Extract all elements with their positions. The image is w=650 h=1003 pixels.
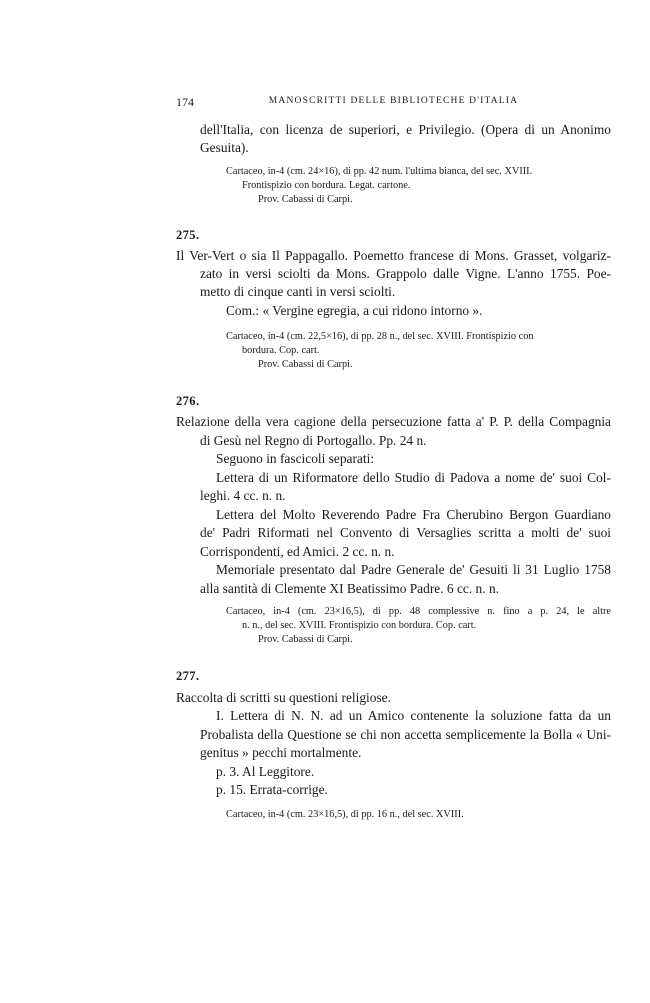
entry-276-provenance: Prov. Cabassi di Carpi. (258, 634, 353, 645)
entry-276-line-7: de' Padri Riformati nel Convento di Versaglies scritta a molti de' suoi (200, 525, 611, 540)
cont-desc-1: Cartaceo, in-4 (cm. 24×16), di pp. 42 num. l'ultima bianca, del sec. XVIII. (226, 166, 533, 177)
entry-276-line-1: Relazione della vera cagione della persecuzione fatta a' P. P. della Compagnia (176, 414, 611, 429)
page-header (176, 95, 611, 111)
entry-277-line-1: Raccolta di scritti su questioni religiose. (176, 690, 391, 705)
entry-275-line-1: Il Ver-Vert o sia Il Pappagallo. Poemetto francese di Mons. Grasset, volgariz- (176, 248, 611, 263)
entry-276-line-4: Lettera di un Riformatore dello Studio di Padova a nome de' suoi Col- (216, 470, 611, 485)
entry-277-desc-1: Cartaceo, in-4 (cm. 23×16,5), di pp. 16 n., del sec. XVIII. (226, 809, 464, 820)
entry-276-desc-2: n. n., del sec. XVIII. Frontispizio con bordura. Cop. cart. (242, 620, 477, 631)
entry-277-line-3: Probalista della Questione se chi non accetta semplicemente la Bolla « Uni- (200, 727, 611, 742)
entry-276-line-10: alla santità di Clemente XI Beatissimo Padre. 6 cc. n. n. (200, 581, 499, 596)
entry-275-provenance: Prov. Cabassi di Carpi. (258, 359, 353, 370)
cont-line-2: Gesuita). (200, 140, 249, 155)
entry-277-line-2: I. Lettera di N. N. ad un Amico contenente la soluzione fatta da un (216, 708, 611, 723)
entry-276-line-8: Corrispondenti, ed Amici. 2 cc. n. n. (200, 544, 395, 559)
entry-276-line-3: Seguono in fascicoli separati: (216, 451, 375, 466)
entry-275-incipit: Com.: « Vergine egregia, a cui ridono intorno ». (226, 303, 483, 318)
entry-276-number: 276. (176, 394, 200, 408)
entry-277-line-6: p. 15. Errata-corrige. (216, 782, 328, 797)
entry-276-desc-1: Cartaceo, in-4 (cm. 23×16,5), di pp. 48 complessive n. fino a p. 24, le altre (226, 606, 611, 617)
cont-desc-2: Frontispizio con bordura. Legat. cartone. (242, 180, 411, 191)
cont-provenance: Prov. Cabassi di Carpi. (258, 194, 353, 205)
cont-line-1: dell'Italia, con licenza de superiori, e Privilegio. (Opera di un Anonimo (200, 122, 611, 137)
entry-275-desc-2: bordura. Cop. cart. (242, 345, 320, 356)
entry-275-desc-1: Cartaceo, in-4 (cm. 22,5×16), di pp. 28 n., del sec. XVIII. Frontispizio con (226, 331, 534, 342)
entry-276-line-6: Lettera del Molto Reverendo Padre Fra Cherubino Bergon Guardiano (216, 507, 611, 522)
entry-277-line-4: genitus » pecchi mortalmente. (200, 745, 362, 760)
page-number: 174 (176, 95, 194, 109)
running-title: MANOSCRITTI DELLE BIBLIOTECHE D'ITALIA (268, 96, 519, 106)
entry-275-line-3: metto di cinque canti in versi sciolti. (200, 284, 396, 299)
entry-276-line-5: leghi. 4 cc. n. n. (200, 488, 286, 503)
entry-277-number: 277. (176, 669, 200, 683)
entry-276-line-9: Memoriale presentato dal Padre Generale de' Gesuiti li 31 Luglio 1758 (216, 562, 611, 577)
entry-275-line-2: zato in versi sciolti da Mons. Grappolo dalle Vigne. L'anno 1755. Poe- (200, 266, 611, 281)
entry-277-line-5: p. 3. Al Leggitore. (216, 764, 315, 779)
entry-276-line-2: di Gesù nel Regno di Portogallo. Pp. 24 n. (200, 433, 427, 448)
entry-275-number: 275. (176, 228, 200, 242)
